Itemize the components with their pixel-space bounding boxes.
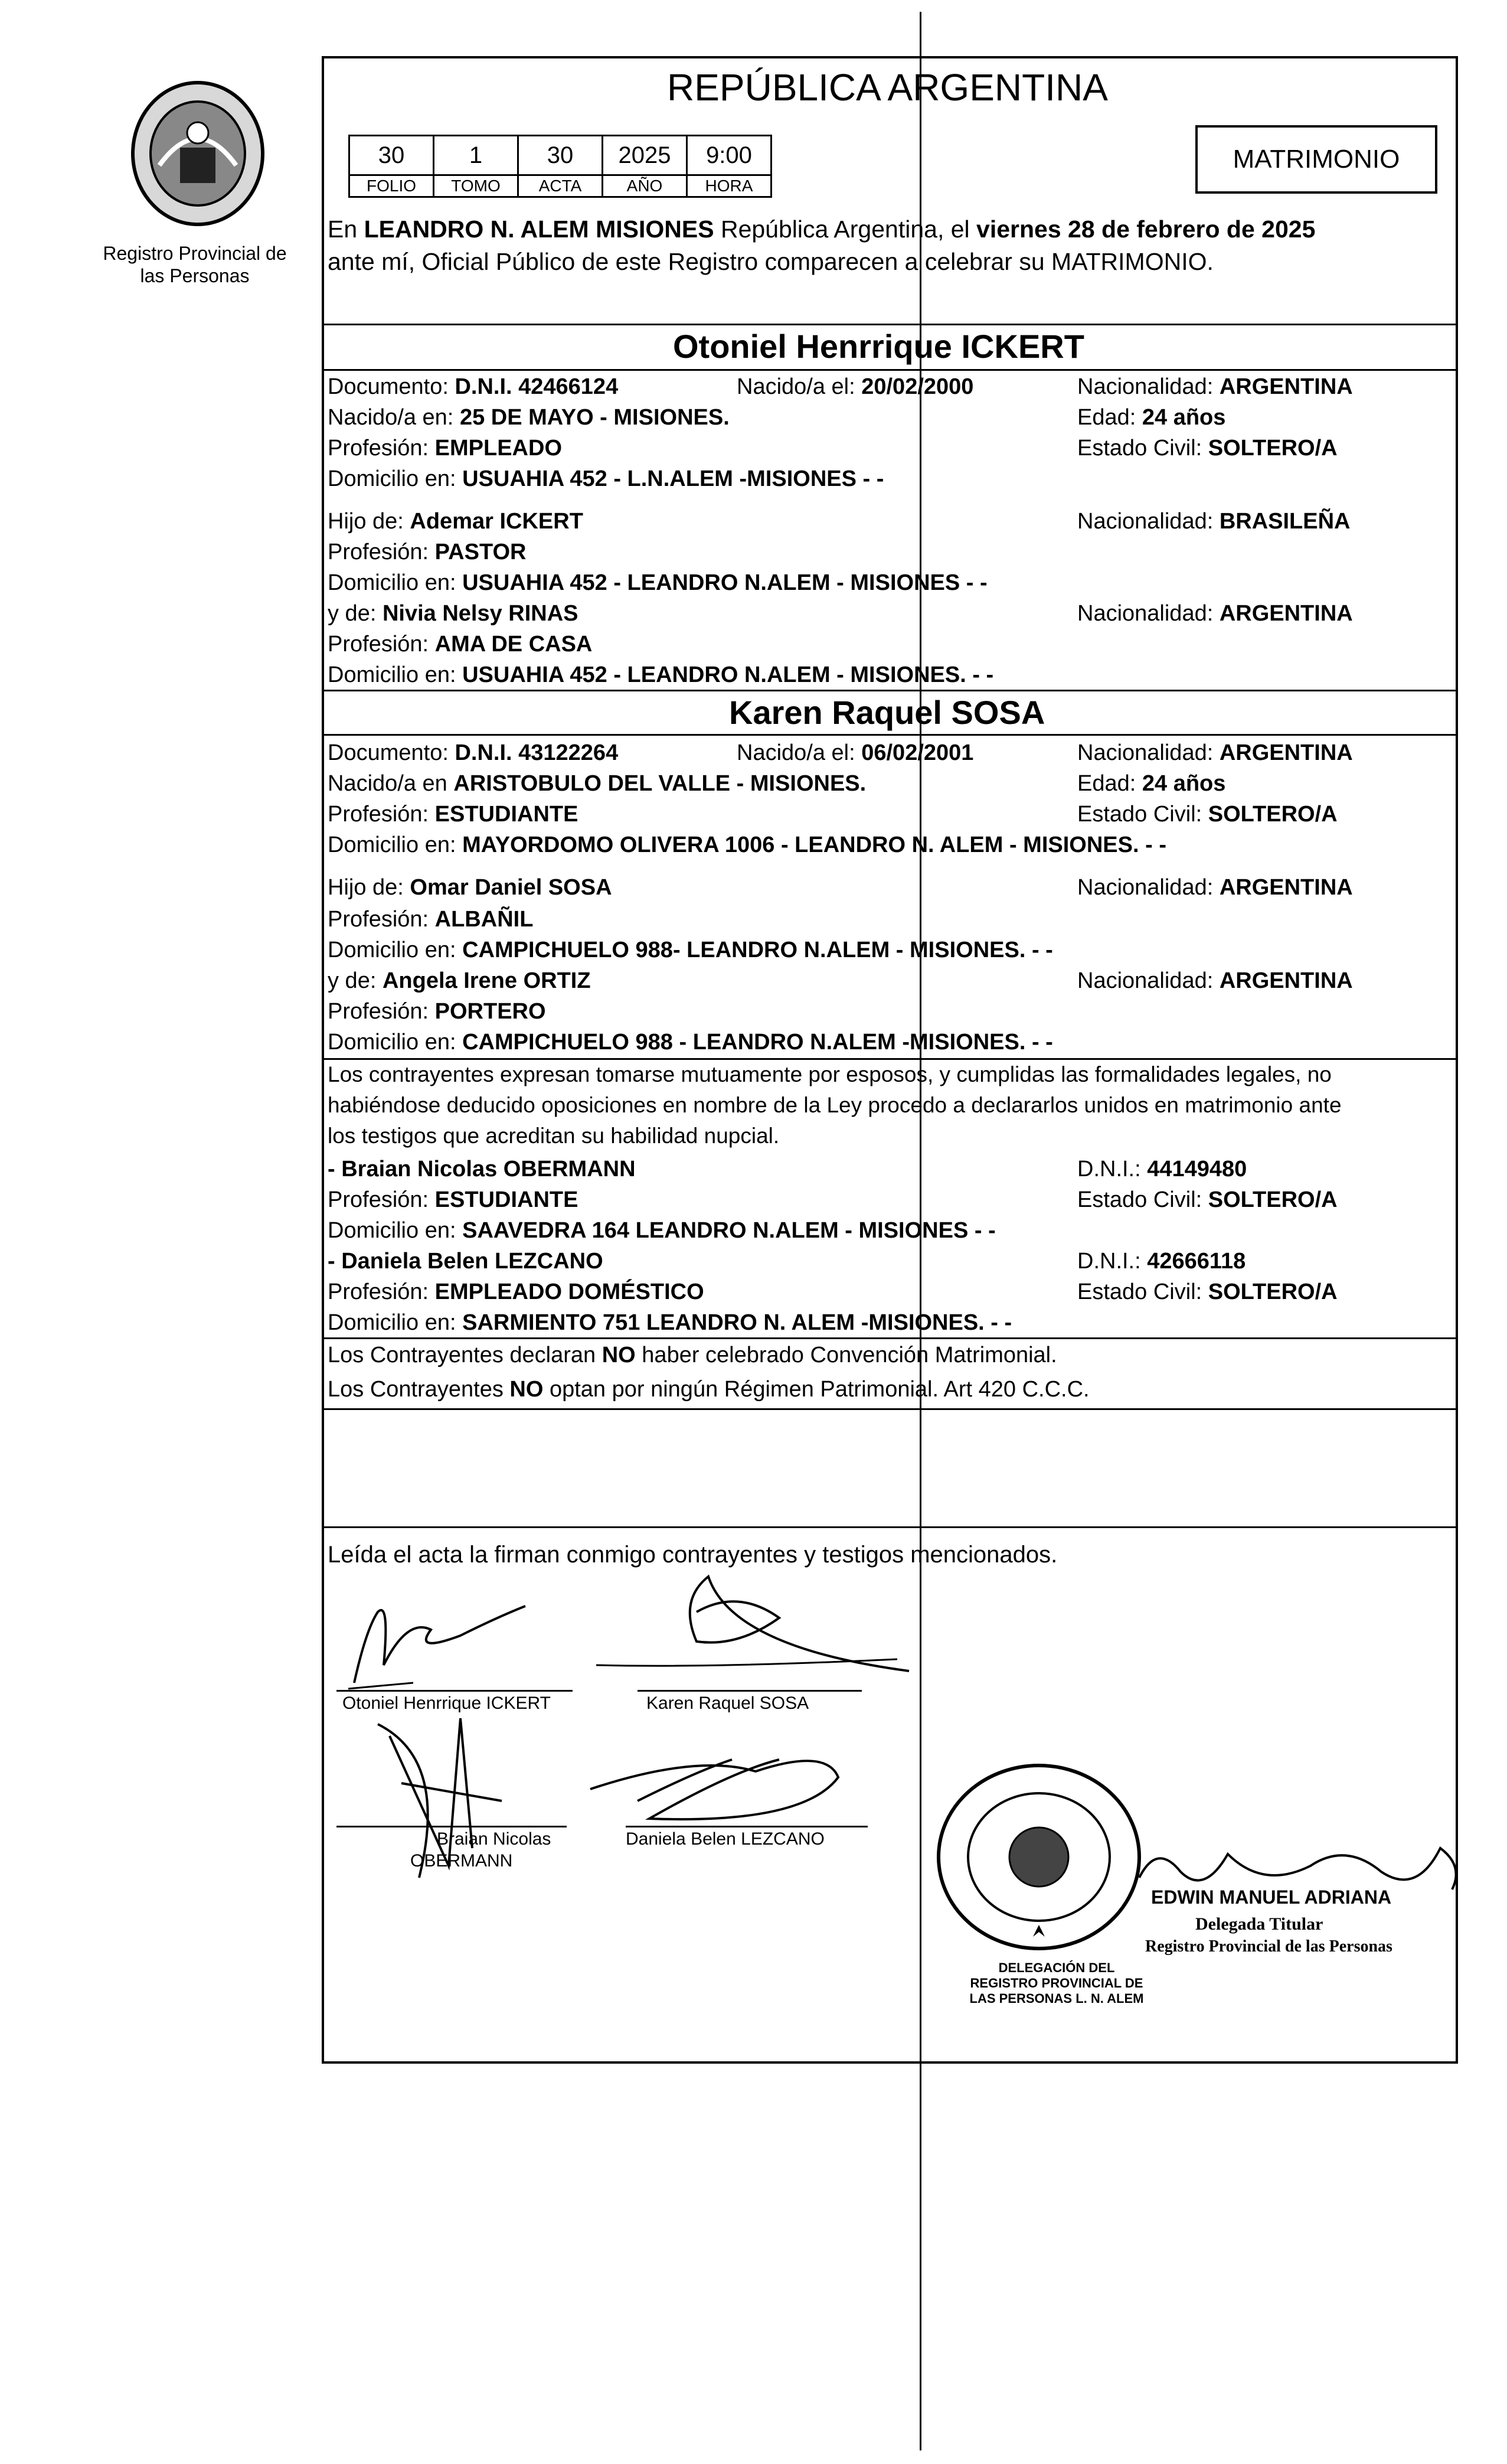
- declaration-line-3: los testigos que acreditan su habilidad nupcial.: [328, 1124, 780, 1148]
- spouse2-prof: Profesión: ESTUDIANTE: [328, 802, 578, 827]
- spouse2-born: Nacido/a el: 06/02/2001: [737, 740, 974, 765]
- divider: [322, 1058, 1458, 1060]
- divider: [322, 734, 1458, 736]
- officer-name: EDWIN MANUEL ADRIANA: [1151, 1887, 1392, 1908]
- divider: [322, 1337, 1458, 1339]
- witness2-name: - Daniela Belen LEZCANO: [328, 1249, 603, 1274]
- spouse2-father-dom: Domicilio en: CAMPICHUELO 988- LEANDRO N.ALEM - MISIONES. - -: [328, 938, 1053, 962]
- regime-line-1: Los Contrayentes declaran NO haber celebrado Convención Matrimonial.: [328, 1343, 1057, 1368]
- anio-label: AÑO: [603, 175, 687, 197]
- spouse1-dom: Domicilio en: USUAHIA 452 - L.N.ALEM -MISIONES - -: [328, 466, 884, 491]
- signature-4-name: Daniela Belen LEZCANO: [626, 1829, 825, 1849]
- folio-label: FOLIO: [349, 175, 434, 197]
- divider: [322, 369, 1458, 371]
- divider: [322, 1408, 1458, 1410]
- spouse1-prof: Profesión: EMPLEADO: [328, 436, 563, 461]
- folio-value: 30: [349, 136, 434, 175]
- signature-2-name: Karen Raquel SOSA: [646, 1693, 809, 1713]
- divider: [322, 1526, 1458, 1528]
- spouse2-father-prof: Profesión: ALBAÑIL: [328, 907, 534, 932]
- signature-1-name: Otoniel Henrrique ICKERT: [342, 1693, 551, 1713]
- signature-2-scribble: [590, 1565, 921, 1695]
- spouse2-father: Hijo de: Omar Daniel SOSA: [328, 875, 612, 900]
- witness2-dni: D.N.I.: 42666118: [1077, 1249, 1246, 1274]
- spouse2-mother: y de: Angela Irene ORTIZ: [328, 968, 591, 993]
- witness2-dom: Domicilio en: SARMIENTO 751 LEANDRO N. ALEM -MISIONES. - -: [328, 1310, 1012, 1335]
- acta-value: 30: [518, 136, 603, 175]
- intro-line-1: [328, 216, 1315, 243]
- spouse2-dom: Domicilio en: MAYORDOMO OLIVERA 1006 - LEANDRO N. ALEM - MISIONES. - -: [328, 833, 1166, 857]
- signature-1-line: [336, 1690, 573, 1692]
- official-seal: [933, 1760, 1145, 1954]
- signature-4-line: [626, 1826, 868, 1827]
- witness1-name: - Braian Nicolas OBERMANN: [328, 1157, 636, 1182]
- spouse1-civil: Estado Civil: SOLTERO/A: [1077, 436, 1338, 461]
- spouse1-mother: y de: Nivia Nelsy RINAS: [328, 601, 578, 626]
- witness2-civil: Estado Civil: SOLTERO/A: [1077, 1280, 1338, 1304]
- signatures-intro: Leída el acta la firman conmigo contrayentes y testigos mencionados.: [328, 1542, 1058, 1568]
- spouse1-mother-prof: Profesión: AMA DE CASA: [328, 632, 593, 657]
- hora-label: HORA: [687, 175, 772, 197]
- tomo-label: TOMO: [434, 175, 518, 197]
- spouse2-father-nat: Nacionalidad: ARGENTINA: [1077, 875, 1353, 900]
- spouse2-mother-nat: Nacionalidad: ARGENTINA: [1077, 968, 1353, 993]
- spouse2-age: Edad: 24 años: [1077, 771, 1226, 796]
- divider: [322, 324, 1458, 325]
- registry-label: Registro Provincial de las Personas: [103, 243, 287, 286]
- spouse2-name: Karen Raquel SOSA: [729, 694, 1045, 731]
- signature-3-line: [336, 1826, 567, 1827]
- hora-value: 9:00: [687, 136, 772, 175]
- witness1-dom: Domicilio en: SAAVEDRA 164 LEANDRO N.ALEM - MISIONES - -: [328, 1218, 996, 1243]
- spouse1-name: Otoniel Henrrique ICKERT: [673, 328, 1084, 365]
- spouse2-doc: Documento: D.N.I. 43122264: [328, 740, 619, 765]
- spouse2-mother-prof: Profesión: PORTERO: [328, 999, 546, 1024]
- signature-3-name-a: Braian Nicolas: [437, 1829, 551, 1849]
- officer-role: Delegada Titular: [1195, 1914, 1323, 1934]
- spouse2-nat: Nacionalidad: ARGENTINA: [1077, 740, 1353, 765]
- divider: [322, 690, 1458, 691]
- signature-1-scribble: [342, 1594, 537, 1695]
- witness1-civil: Estado Civil: SOLTERO/A: [1077, 1187, 1338, 1212]
- spouse1-age: Edad: 24 años: [1077, 405, 1226, 430]
- province-emblem-icon: [124, 77, 272, 230]
- tomo-value: 1: [434, 136, 518, 175]
- regime-line-2: Los Contrayentes NO optan por ningún Régimen Patrimonial. Art 420 C.C.C.: [328, 1377, 1090, 1402]
- witness1-dni: D.N.I.: 44149480: [1077, 1157, 1247, 1182]
- spouse2-mother-dom: Domicilio en: CAMPICHUELO 988 - LEANDRO N.ALEM -MISIONES. - -: [328, 1030, 1053, 1055]
- witness1-prof: Profesión: ESTUDIANTE: [328, 1187, 578, 1212]
- intro-date: viernes 28 de febrero de 2025: [976, 216, 1316, 243]
- spouse1-mother-dom: Domicilio en: USUAHIA 452 - LEANDRO N.ALEM - MISIONES. - -: [328, 662, 994, 687]
- spouse1-birthplace: Nacido/a en: 25 DE MAYO - MISIONES.: [328, 405, 730, 430]
- declaration-line-2: habiéndose deducido oposiciones en nombre de la Ley procedo a declararlos unidos en matrimonio ante: [328, 1093, 1342, 1117]
- seal-text: DELEGACIÓN DEL REGISTRO PROVINCIAL DE LAS PERSONAS L. N. ALEM: [969, 1960, 1144, 2006]
- republic-title: REPÚBLICA ARGENTINA: [667, 66, 1108, 109]
- officer-org: Registro Provincial de las Personas: [1145, 1937, 1392, 1956]
- record-type-box: MATRIMONIO: [1195, 125, 1437, 194]
- anio-value: 2025: [603, 136, 687, 175]
- signature-3-name-b: OBERMANN: [410, 1851, 513, 1871]
- spouse2-birthplace: Nacido/a en ARISTOBULO DEL VALLE - MISIONES.: [328, 771, 867, 796]
- spouse1-father-nat: Nacionalidad: BRASILEÑA: [1077, 509, 1351, 534]
- spouse1-doc: Documento: D.N.I. 42466124: [328, 374, 619, 399]
- signature-2-line: [638, 1690, 862, 1692]
- spouse1-mother-nat: Nacionalidad: ARGENTINA: [1077, 601, 1353, 626]
- acta-label: ACTA: [518, 175, 603, 197]
- witness2-prof: Profesión: EMPLEADO DOMÉSTICO: [328, 1280, 704, 1304]
- spouse1-father: Hijo de: Ademar ICKERT: [328, 509, 583, 534]
- intro-text: República Argentina, el: [720, 216, 970, 243]
- spouse1-born: Nacido/a el: 20/02/2000: [737, 374, 974, 399]
- record-fields-table: [348, 135, 772, 198]
- spouse2-civil: Estado Civil: SOLTERO/A: [1077, 802, 1338, 827]
- intro-line-2: ante mí, Oficial Público de este Registro comparecen a celebrar su MATRIMONIO.: [328, 248, 1214, 275]
- intro-prefix: En: [328, 216, 358, 243]
- spouse1-father-dom: Domicilio en: USUAHIA 452 - LEANDRO N.ALEM - MISIONES - -: [328, 570, 988, 595]
- declaration-line-1: Los contrayentes expresan tomarse mutuamente por esposos, y cumplidas las formalidades legales, no: [328, 1062, 1332, 1086]
- intro-place: LEANDRO N. ALEM MISIONES: [364, 216, 714, 243]
- province-logo: [124, 77, 272, 230]
- spouse1-father-prof: Profesión: PASTOR: [328, 540, 527, 564]
- spouse1-nat: Nacionalidad: ARGENTINA: [1077, 374, 1353, 399]
